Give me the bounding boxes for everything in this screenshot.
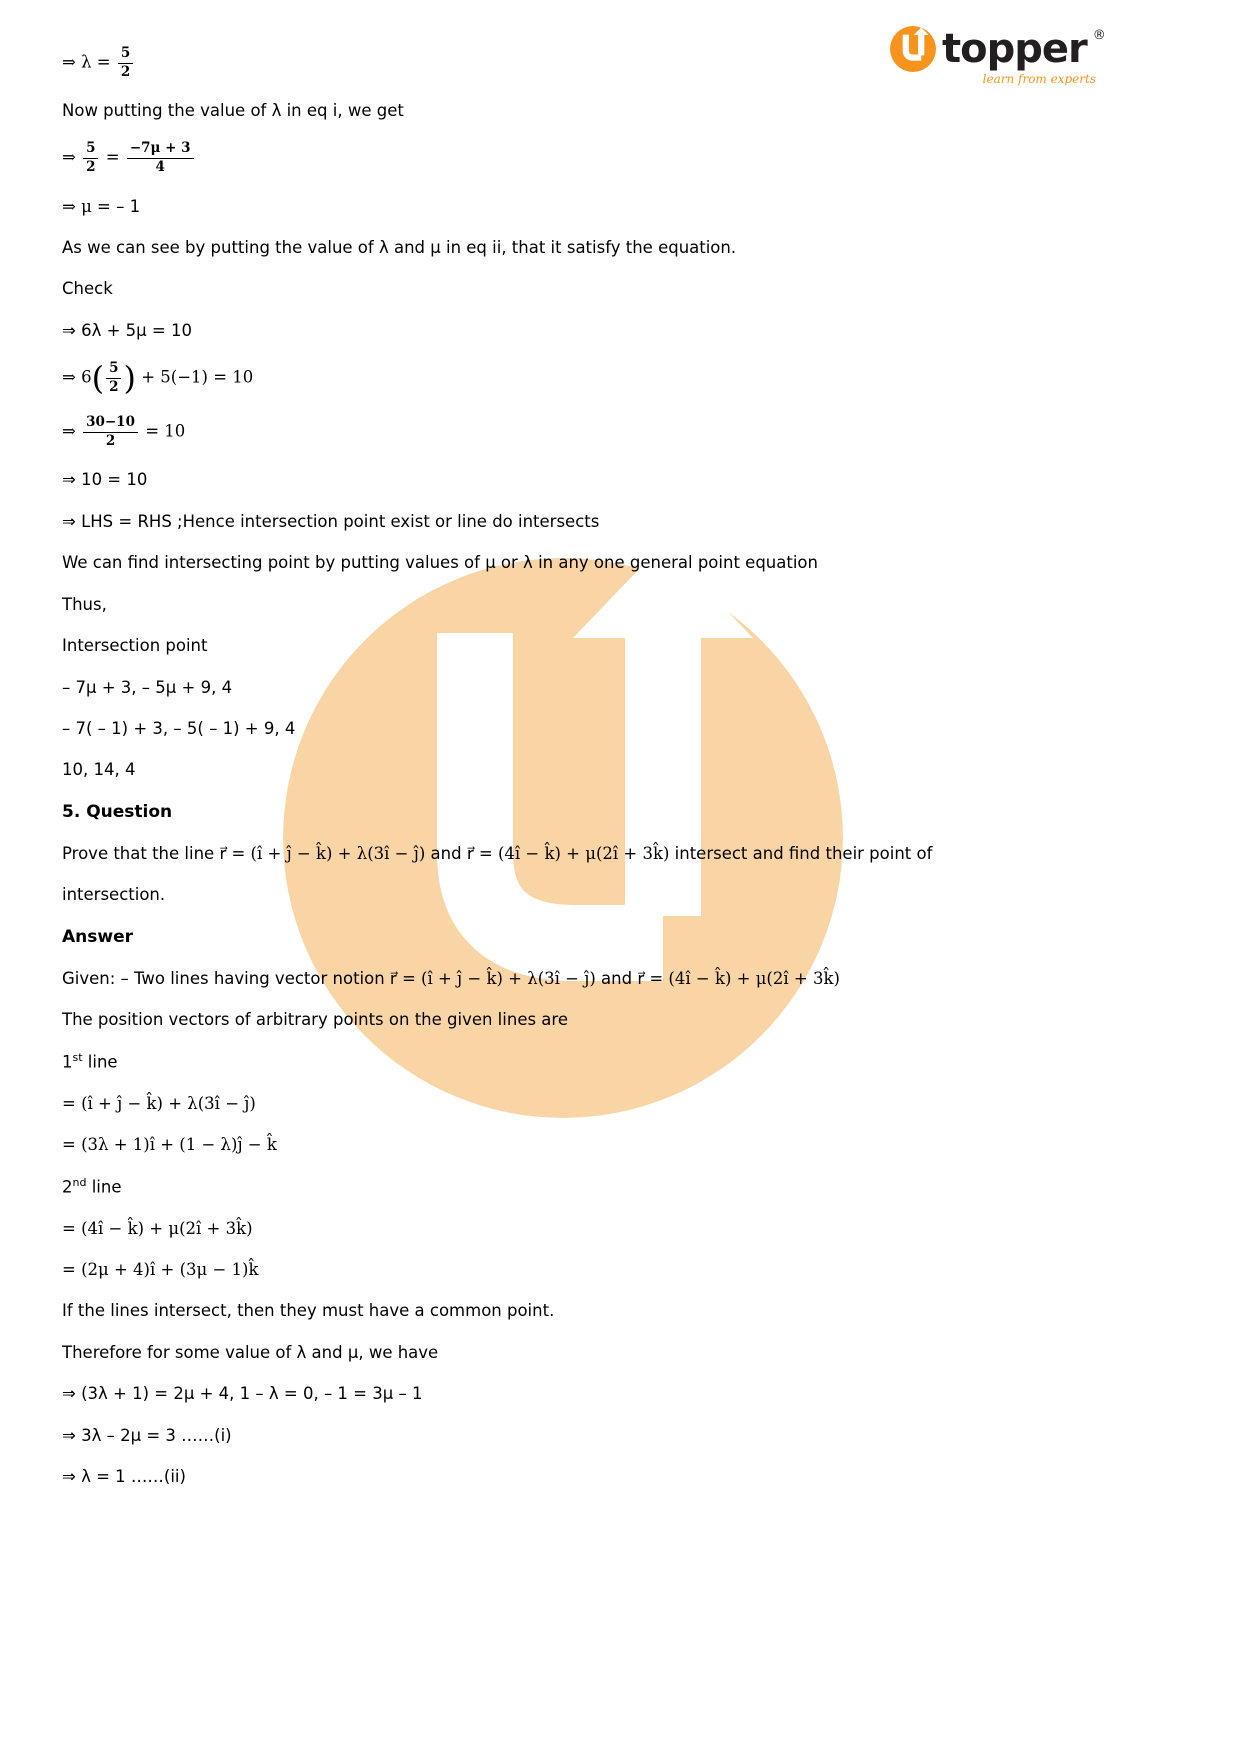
text-run: Given: – Two lines having vector notion: [62, 968, 390, 988]
text-run: – 7μ + 3, – 5μ + 9, 4: [62, 677, 233, 697]
content-line: [62, 1300, 1182, 1321]
content-line: [62, 100, 1182, 121]
text-run: We can find intersecting point by putting values of μ or λ in any one general point equation: [62, 553, 818, 573]
text-run: The position vectors of arbitrary points on the given lines are: [62, 1010, 568, 1030]
text-run: intersect and find their point of: [669, 843, 933, 863]
brand-tagline: learn from experts: [982, 72, 1096, 86]
utopper-arrow-mark-icon: [890, 26, 936, 72]
text-run: ⇒ λ = 1 ……(ii): [62, 1467, 186, 1487]
text-run: Answer: [62, 926, 133, 947]
content-line: [62, 1009, 1182, 1030]
text-run: Intersection point: [62, 636, 208, 656]
math-run: = (2μ + 4)î + (3μ − 1)k̂: [62, 1259, 259, 1279]
text-run: ⇒ (3λ + 1) = 2μ + 4, 1 – λ = 0, – 1 = 3μ – 1: [62, 1384, 423, 1404]
text-run: line: [82, 1052, 118, 1072]
math-run: = (3λ + 1)î + (1 − λ)ĵ − k̂: [62, 1135, 277, 1155]
fraction: $\frac{5}{2}$: [106, 361, 121, 395]
fraction: $\frac{-7\mu + 3}{4}$: [127, 141, 194, 175]
text-run: ⇒ 6λ + 5μ = 10: [62, 320, 192, 340]
content-line: [62, 237, 1182, 258]
brand-name: topper: [942, 26, 1087, 72]
math-run: ⇒ 6: [62, 367, 92, 387]
text-run: Thus,: [62, 594, 107, 614]
brand-header: [890, 26, 1106, 86]
content-line: [62, 635, 1182, 656]
content-line: [62, 1342, 1182, 1363]
brand-row: [890, 26, 1106, 72]
text-run: ⇒ LHS = RHS ;Hence intersection point exist or line do intersects: [62, 511, 600, 531]
content-line: [62, 1466, 1182, 1487]
math-run: ⇒ λ =: [62, 52, 116, 72]
text-run: As we can see by putting the value of λ and μ in eq ii, that it satisfy the equation.: [62, 237, 737, 257]
math-run: r⃗ = (4î − k̂) + μ(2î + 3k̂): [637, 968, 840, 988]
text-run: Therefore for some value of λ and μ, we have: [62, 1342, 439, 1362]
big-paren: ): [123, 359, 136, 398]
text-run: = – 1: [97, 196, 141, 216]
content-line: [62, 1218, 1182, 1239]
text-run: Check: [62, 279, 113, 299]
content-line: [62, 843, 1182, 864]
content-line: [62, 469, 1182, 490]
content-line: [62, 677, 1182, 698]
math-run: =: [100, 147, 125, 167]
content-line: [62, 884, 1182, 905]
math-run: ⇒ μ: [62, 196, 98, 216]
big-paren: (: [91, 359, 105, 398]
content-line: [62, 1134, 1182, 1155]
content-line: [62, 801, 1182, 823]
text-run: and: [425, 843, 467, 863]
math-run: ⇒: [62, 421, 82, 441]
content-line: [62, 1259, 1182, 1280]
content-line: [62, 926, 1182, 948]
content-line: [62, 759, 1182, 780]
math-run: ⇒: [62, 147, 82, 167]
text-run: ⇒ 3λ – 2μ = 3 ……(i): [62, 1425, 232, 1445]
text-run: If the lines intersect, then they must have a common point.: [62, 1301, 555, 1321]
content-line: [62, 1176, 1182, 1198]
text-run: 10, 14, 4: [62, 760, 136, 780]
content-line: [62, 1093, 1182, 1114]
content-line: [62, 359, 1182, 398]
registered-mark-icon: ®: [1092, 28, 1106, 43]
fraction: $\frac{30-10}{2}$: [83, 415, 138, 449]
text-run: Now putting the value of λ in eq i, we get: [62, 101, 404, 121]
fraction: $\frac{5}{2}$: [83, 141, 98, 175]
math-run: = (î + ĵ − k̂) + λ(3î − ĵ): [62, 1093, 256, 1113]
content-line: [62, 141, 1182, 175]
text-run: Prove that the line: [62, 843, 220, 863]
text-run: line: [86, 1177, 122, 1197]
superscript: st: [72, 1050, 83, 1064]
text-run: intersection.: [62, 885, 166, 905]
math-run: r⃗ = (î + ĵ − k̂) + λ(3î − ĵ): [389, 968, 596, 988]
fraction: $\frac{5}{2}$: [118, 46, 133, 80]
content-line: [62, 1425, 1182, 1446]
content-line: [62, 1383, 1182, 1404]
text-run: and: [595, 968, 638, 988]
content-lines: [62, 46, 1182, 1508]
text-run: 2: [62, 1177, 73, 1197]
text-run: ⇒ 10 = 10: [62, 470, 148, 490]
content-line: [62, 594, 1182, 615]
math-run: = (4î − k̂) + μ(2î + 3k̂): [62, 1218, 253, 1238]
content-line: [62, 278, 1182, 299]
content-line: [62, 511, 1182, 532]
content-line: [62, 968, 1182, 989]
superscript: nd: [72, 1175, 87, 1189]
text-run: 1: [62, 1052, 73, 1072]
text-run: 5. Question: [62, 801, 173, 822]
content-line: [62, 718, 1182, 739]
content-line: [62, 196, 1182, 217]
content-line: [62, 320, 1182, 341]
brand-logo-icon: [890, 26, 936, 72]
math-run: r⃗ = (î + ĵ − k̂) + λ(3î − ĵ): [219, 843, 426, 863]
math-run: = 10: [139, 421, 186, 441]
content-line: [62, 1051, 1182, 1073]
math-run: r⃗ = (4î − k̂) + μ(2î + 3k̂): [466, 843, 670, 863]
math-run: + 5(−1) = 10: [135, 367, 254, 387]
text-run: – 7( – 1) + 3, – 5( – 1) + 9, 4: [62, 718, 296, 738]
content-line: [62, 415, 1182, 449]
content-line: [62, 552, 1182, 573]
